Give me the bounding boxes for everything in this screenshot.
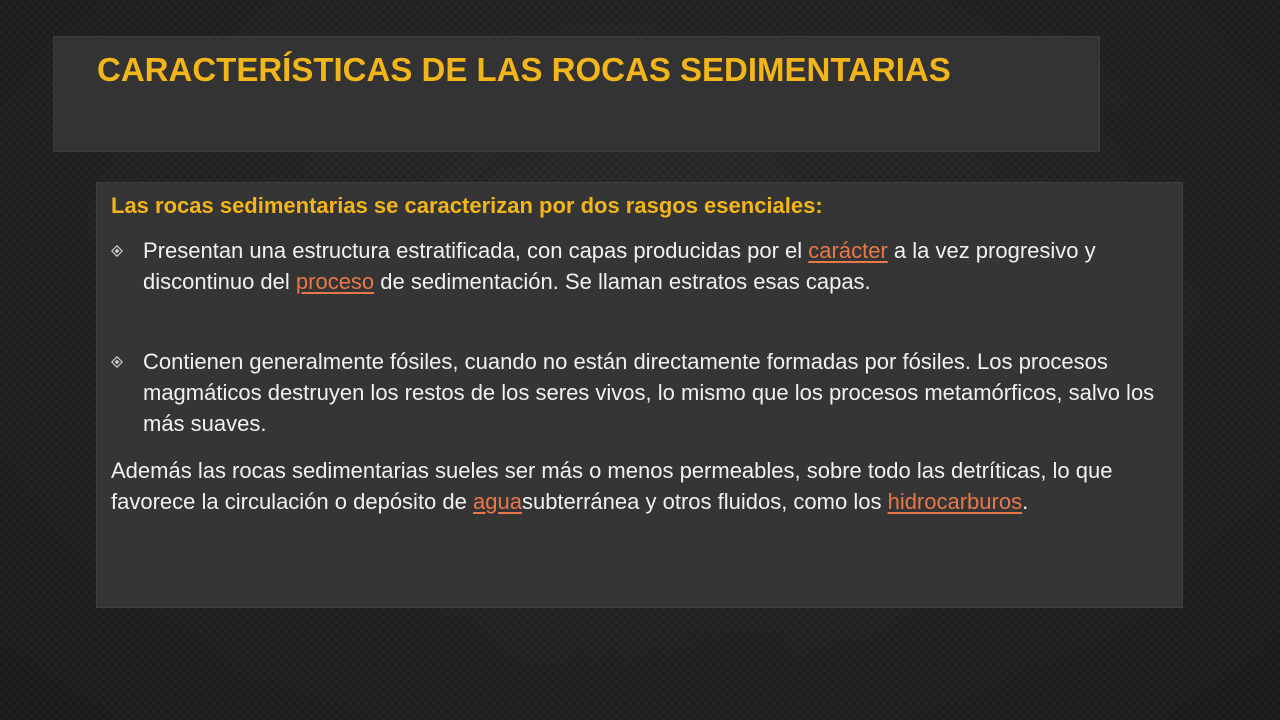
bullet-text [143, 235, 1171, 297]
bullet-text-part: a la vez progresivo y discontinuo del [143, 238, 1096, 294]
diamond-bullet-icon [111, 245, 123, 257]
content-panel [96, 182, 1183, 608]
link-caracter[interactable]: carácter [808, 238, 888, 263]
link-proceso[interactable]: proceso [295, 269, 375, 294]
closing-text-part: Además las rocas sedimentarias sueles ser más o menos permeables, sobre todo las detríticas, lo que favorece la circulación o depósito de [111, 458, 1113, 514]
bullet-item [111, 235, 1171, 297]
closing-text-part: subterránea y otros fluidos, como los [521, 489, 888, 514]
link-agua[interactable]: agua [473, 489, 522, 514]
bullet-text: Contienen generalmente fósiles, cuando no están directamente formadas por fósiles. Los procesos magmáticos destruyen los restos de los seres vivos, lo mismo que los procesos metamórficos, salvo los más suaves. [143, 349, 1155, 436]
closing-text-part: . [1022, 489, 1029, 514]
link-hidrocarburos[interactable]: hidrocarburos [887, 489, 1023, 514]
closing-paragraph [111, 455, 1171, 517]
bullet-text-part: Presentan una estructura estratificada, con capas producidas por el [143, 238, 809, 263]
intro-text: Las rocas sedimentarias se caracterizan por dos rasgos esenciales: [111, 193, 823, 218]
slide-title: CARACTERÍSTICAS DE LAS ROCAS SEDIMENTARIAS [97, 51, 951, 88]
diamond-bullet-icon [111, 356, 123, 368]
bullet-text-part: de sedimentación. Se llaman estratos esas capas. [374, 269, 871, 294]
title-panel [53, 36, 1100, 152]
bullet-item [111, 346, 1171, 439]
